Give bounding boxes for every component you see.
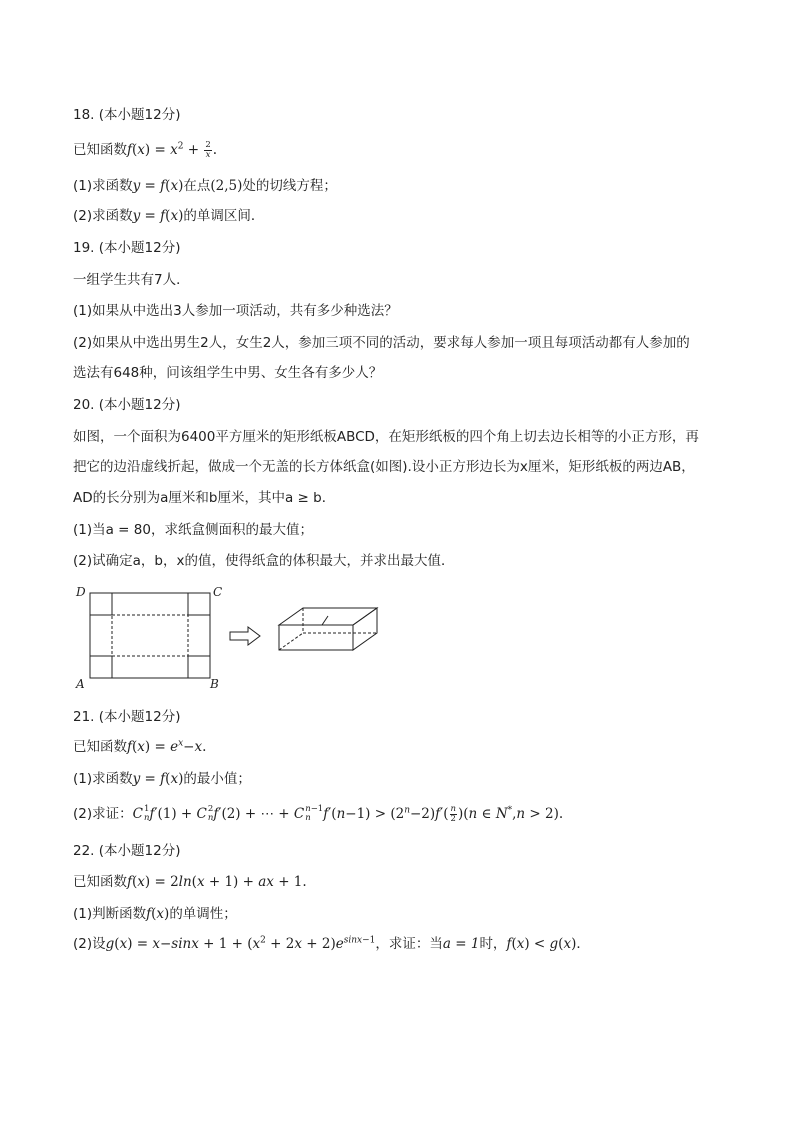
- cardboard-rect: [90, 593, 210, 678]
- q22-header: 22. (本小题12分): [73, 843, 181, 859]
- q21-header: 21. (本小题12分): [73, 709, 181, 725]
- q20-part2: (2)试确定a，b，x的值，使得纸盒的体积最大，并求出最大值．: [73, 553, 455, 569]
- corner-square-d: [90, 593, 112, 615]
- q18-part2: (2)求函数y = f(x)的单调区间．: [73, 208, 265, 224]
- q20-stem-line1: 如图，一个面积为6400平方厘米的矩形纸板ABCD，在矩形纸板的四个角上切去边长相等的小正方形，再: [73, 429, 699, 445]
- q19-part2-line2: 选法有648种，问该组学生中男、女生各有多少人？: [73, 365, 383, 381]
- q21-part1: (1)求函数y = f(x)的最小值；: [73, 771, 251, 787]
- q18-stem: 已知函数$f(x) = x^2$ + $\frac{2}{x}$ .: [73, 139, 218, 160]
- q19-header: 19. (本小题12分): [73, 240, 181, 256]
- q20-figure: [70, 580, 390, 692]
- corner-square-c: [188, 593, 210, 615]
- label-a: A: [76, 677, 85, 691]
- q21-part2: (2)求证：C 1 n f′(1) + C 2 n f′(2) + ⋯ + C n−1 n $f'(n-1) > (2^n-2)f'$( $\frac{n}{2}$ )(n ∈ N*,n > 2).: [73, 803, 564, 824]
- arrow-right-icon: [230, 627, 260, 645]
- label-d: D: [76, 585, 86, 599]
- q22-part1: (1)判断函数f(x)的单调性；: [73, 906, 237, 922]
- fraction-2-over-x: $\frac{2}{x}$: [205, 139, 211, 160]
- corner-square-a: [90, 656, 112, 678]
- q18-part1: (1)求函数y = f(x)在点(2,5)处的切线方程；: [73, 178, 337, 194]
- q21-stem: 已知函数$f(x) = e^x-x$.: [73, 738, 207, 755]
- q20-part1: (1)当a = 80，求纸盒侧面积的最大值；: [73, 522, 313, 538]
- corner-square-b: [188, 656, 210, 678]
- q18-function-formula: f: [127, 142, 132, 158]
- fold-lines: [112, 615, 188, 656]
- label-b: B: [210, 677, 219, 691]
- q19-part2-line1: (2)如果从中选出男生2人，女生2人，参加三项不同的活动，要求每人参加一项且每项活动都有人参加的: [73, 335, 690, 351]
- q20-stem-line3: AD的长分别为a厘米和b厘米，其中a ≥ b．: [73, 490, 336, 506]
- q20-stem-line2: 把它的边沿虚线折起，做成一个无盖的长方体纸盒(如图).设小正方形边长为x厘米，矩形纸板的两边AB，: [73, 459, 695, 475]
- open-box: [279, 608, 377, 650]
- q22-stem: 已知函数f(x) = 2ln(x + 1) + ax + 1.: [73, 874, 307, 890]
- q18-header: 18. (本小题12分): [73, 107, 181, 123]
- q19-part1: (1)如果从中选出3人参加一项活动，共有多少种选法？: [73, 303, 398, 319]
- q19-stem: 一组学生共有7人．: [73, 272, 190, 288]
- q20-header: 20. (本小题12分): [73, 397, 181, 413]
- q22-part2: (2)设$g(x) = x-\sin x + 1 + (x^2 + 2x + 2)e^{sinx-1}$，求证：当a = 1时，f(x) < g(x)．: [73, 935, 590, 952]
- label-c: C: [213, 585, 223, 599]
